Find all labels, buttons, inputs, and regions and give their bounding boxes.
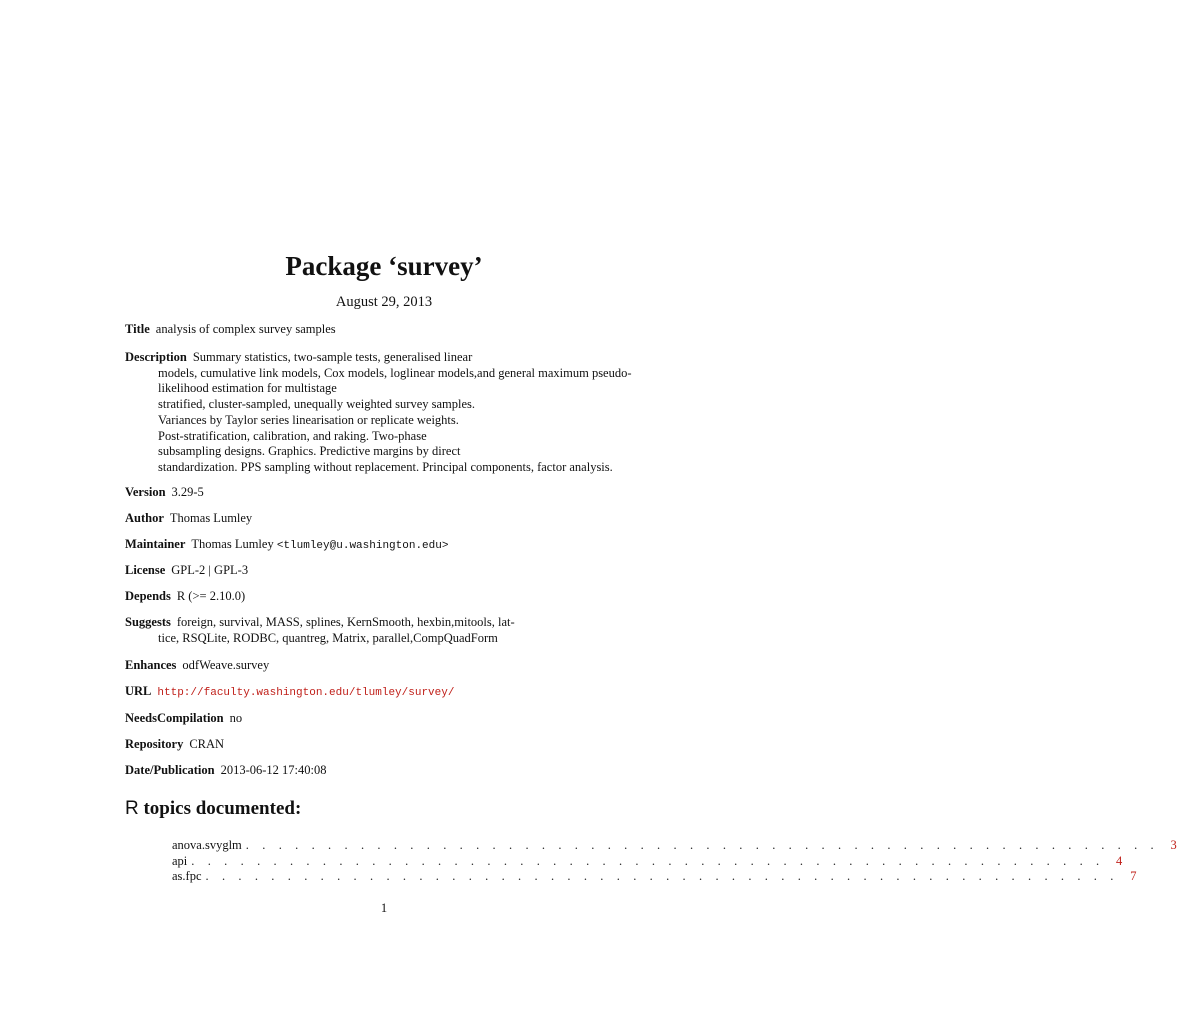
field-value: GPL-2 | GPL-3 (171, 563, 249, 577)
field-key: URL (125, 684, 152, 698)
toc-leader-dots: . . . . . . . . . . . . . . . . . . . . . . . . . . . . . . . . . . . . . . . . . . . . . . . . . . . . . . . . (205, 869, 1119, 883)
toc-entry[interactable] (172, 853, 1123, 870)
url-link[interactable]: http://faculty.washington.edu/tlumley/survey/ (157, 687, 455, 699)
field-value: 3.29-5 (171, 485, 204, 499)
toc-entry-name: as.fpc (172, 869, 202, 883)
field-value: analysis of complex survey samples (155, 322, 336, 336)
description-line: stratified, cluster-sampled, unequally weighted survey samples. (158, 397, 476, 412)
field-suggests (125, 615, 515, 646)
field-key: NeedsCompilation (125, 711, 224, 725)
field-repository (125, 737, 224, 753)
field-license (125, 563, 248, 579)
toc-page-link[interactable]: 4 (1116, 853, 1123, 868)
field-value: Thomas Lumley (169, 511, 253, 525)
field-depends (125, 589, 245, 605)
field-value: odfWeave.survey (182, 658, 270, 672)
toc-heading (125, 797, 301, 821)
field-key: Repository (125, 737, 184, 751)
toc-page-link[interactable]: 7 (1130, 869, 1137, 883)
description-line: Variances by Taylor series linearisation or replicate weights. (158, 412, 459, 427)
field-key: Description (125, 350, 187, 364)
field-description (125, 350, 632, 476)
field-key: Suggests (125, 615, 171, 629)
toc-entry[interactable] (172, 838, 1177, 854)
description-line: Summary statistics, two-sample tests, generalised linear (192, 350, 473, 364)
toc-list (172, 838, 1177, 885)
field-key: License (125, 563, 166, 577)
package-date: August 29, 2013 (335, 294, 433, 310)
description-line: standardization. PPS sampling without replacement. Principal components, factor analysis. (158, 459, 613, 474)
toc-entry[interactable] (172, 869, 1137, 885)
field-value: no (229, 711, 243, 725)
maintainer-name: Thomas Lumley (191, 537, 274, 551)
page-number: 1 (380, 901, 388, 915)
field-key: Version (125, 485, 166, 499)
description-line: models, cumulative link models, Cox models, loglinear models,and general maximum pseudo- (158, 365, 632, 380)
description-line: likelihood estimation for multistage (158, 381, 337, 396)
field-key: Author (125, 511, 164, 525)
field-key: Enhances (125, 658, 177, 672)
field-author (125, 511, 252, 527)
field-key: Depends (125, 589, 171, 603)
field-value: 2013-06-12 17:40:08 (220, 763, 327, 777)
suggests-line: foreign, survival, MASS, splines, KernSmooth, hexbin,mitools, lat- (176, 615, 515, 629)
maintainer-email: <tlumley@u.washington.edu> (276, 540, 449, 552)
field-value: R (>= 2.10.0) (176, 589, 246, 603)
field-value: CRAN (189, 737, 225, 751)
package-title: Package ‘survey’ (285, 251, 483, 281)
field-date-publication (125, 763, 327, 779)
field-version (125, 485, 204, 501)
field-key: Date/Publication (125, 763, 215, 777)
suggests-line: tice, RSQLite, RODBC, quantreg, Matrix, parallel,CompQuadForm (158, 630, 498, 645)
toc-entry-name: anova.svyglm (172, 838, 242, 852)
field-url (125, 684, 454, 702)
field-title (125, 322, 336, 338)
field-enhances (125, 658, 269, 674)
description-line: Post-stratification, calibration, and raking. Two-phase (158, 428, 427, 443)
toc-leader-dots: . . . . . . . . . . . . . . . . . . . . . . . . . . . . . . . . . . . . . . . . . . . . . . . . . . . . . . . . (191, 853, 1105, 868)
toc-entry-name: api (172, 853, 188, 868)
toc-heading-text: topics documented: (138, 798, 302, 819)
field-key: Maintainer (125, 537, 186, 551)
toc-page-link[interactable]: 3 (1170, 838, 1177, 852)
field-needs-compilation (125, 711, 242, 727)
field-key: Title (125, 322, 150, 336)
description-line: subsampling designs. Graphics. Predictive margins by direct (158, 444, 461, 459)
toc-leader-dots: . . . . . . . . . . . . . . . . . . . . . . . . . . . . . . . . . . . . . . . . . . . . . . . . . . . . . . . . (245, 838, 1159, 852)
toc-heading-r: R (125, 798, 139, 819)
field-maintainer (125, 537, 448, 555)
